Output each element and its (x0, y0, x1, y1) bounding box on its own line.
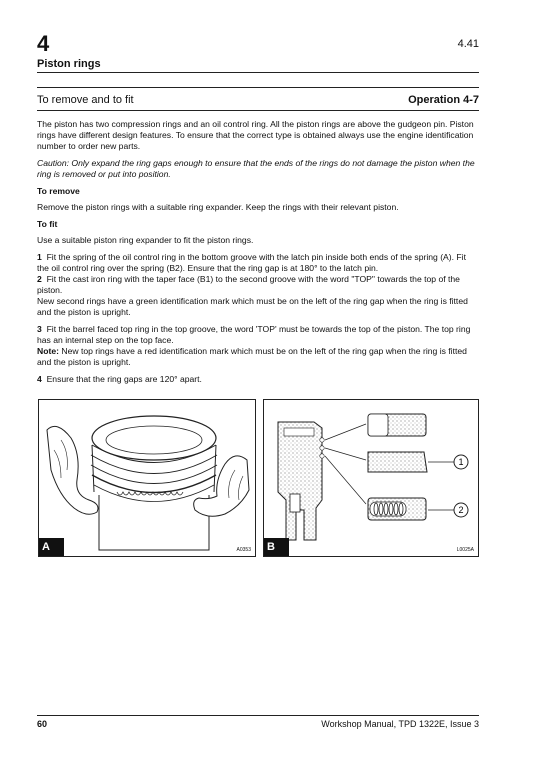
note-label: Note: (37, 346, 59, 356)
remove-paragraph: Remove the piston rings with a suitable ring expander. Keep the rings with their relevant piston. (37, 202, 399, 212)
section-title: To remove and to fit (37, 94, 134, 106)
page-subject: Piston rings (37, 58, 101, 70)
chapter-number: 4 (37, 31, 50, 56)
step-4-text: Ensure that the ring gaps are 120° apart. (46, 374, 202, 384)
piston-hands-illustration (39, 400, 255, 556)
step-4 (37, 374, 479, 385)
step-1 (37, 252, 479, 274)
figure-a (38, 399, 256, 557)
operation-number: Operation 4-7 (408, 94, 479, 106)
figure-b (263, 399, 479, 557)
fit-paragraph: Use a suitable piston ring expander to fit the piston rings. (37, 235, 254, 245)
step-2-note: New second rings have a green identification mark which must be on the left of the ring gap when the ring is fitted and the piston is upright. (37, 296, 468, 317)
page-number: 60 (37, 719, 48, 729)
step-3 (37, 324, 479, 346)
step-2-text: Fit the cast iron ring with the taper face (B1) to the second groove with the word "TOP" towards the top of the piston. (37, 274, 460, 295)
procedure-text (37, 119, 479, 391)
step-1-text: Fit the spring of the oil control ring in the bottom groove with the latch pin inside both ends of the spring (A). Fit the oil control ring over the spring (B2). Ensure that the ring gap is at 180° to the latch pin. (37, 252, 466, 273)
callout-1-label: 1 (458, 457, 464, 467)
caution-paragraph: Caution: Only expand the ring gaps enough to ensure that the ends of the rings do not damage the piston when the ring is removed or put into position. (37, 158, 475, 179)
figure-a-code: A0353 (236, 547, 251, 553)
footer-divider (37, 715, 479, 716)
note-text: New top rings have a red identification mark which must be on the left of the ring gap when the ring is fitted and the piston is upright. (37, 346, 467, 367)
figure-a-label: A (39, 538, 64, 556)
note-paragraph (37, 346, 479, 368)
step-3-text: Fit the barrel faced top ring in the top groove, the word 'TOP' must be towards the top of the piston. The top ring has an internal step on the top face. (37, 324, 471, 345)
fit-heading: To fit (37, 219, 58, 229)
page-code: 4.41 (457, 38, 479, 50)
section-top-divider (37, 87, 479, 88)
step-1-number: 1 (37, 252, 42, 262)
manual-title: Workshop Manual, TPD 1322E, Issue 3 (321, 719, 479, 729)
step-2-number: 2 (37, 274, 42, 284)
callout-2-label: 2 (458, 505, 464, 515)
remove-heading: To remove (37, 186, 80, 196)
figure-b-label: B (264, 538, 289, 556)
step-4-number: 4 (37, 374, 42, 384)
step-3-number: 3 (37, 324, 42, 334)
section-bottom-divider (37, 110, 479, 111)
header-divider (37, 72, 479, 73)
step-2 (37, 274, 479, 296)
ring-section-diagram (264, 400, 478, 556)
figure-b-code: L0025A (456, 547, 474, 553)
intro-paragraph: The piston has two compression rings and an oil control ring. All the piston rings are above the gudgeon pin. Piston rings have different design features. To ensure that the correct type is obtained always use the engine identification number to order new parts. (37, 119, 474, 151)
